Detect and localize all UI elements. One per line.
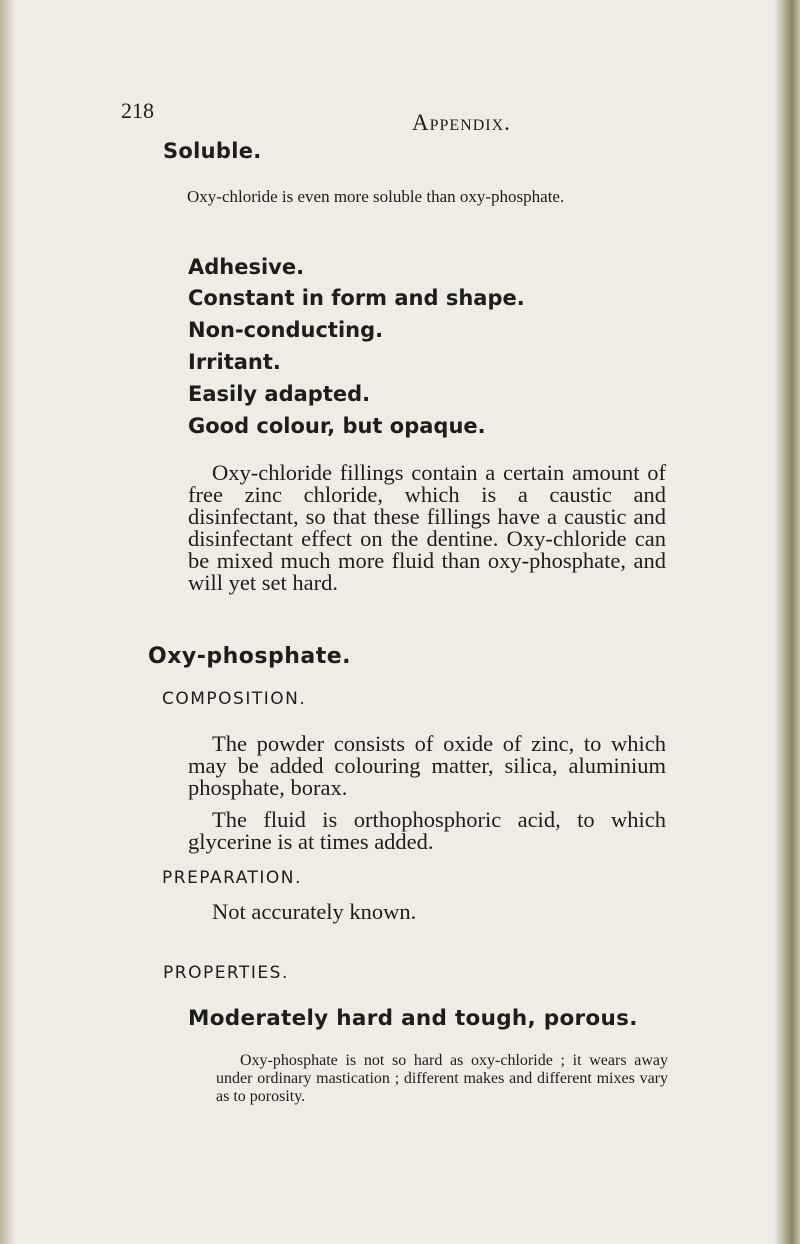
- composition-paragraph-1: The powder consists of oxide of zinc, to which may be added colouring matter, silica, aluminium phosphate, borax.: [188, 731, 666, 800]
- composition-heading: COMPOSITION.: [162, 689, 307, 709]
- preparation-heading: PREPARATION.: [162, 868, 302, 888]
- property-item: Constant in form and shape.: [188, 286, 525, 310]
- property-item: Non-conducting.: [188, 318, 384, 342]
- property-item: Good colour, but opaque.: [188, 414, 486, 438]
- property-item: Irritant.: [188, 350, 281, 374]
- composition-paragraph-2: The fluid is orthophosphoric acid, to which glycerine is at times added.: [188, 807, 666, 854]
- running-head: Appendix.: [412, 110, 511, 135]
- oxy-phosphate-title: Oxy-phosphate.: [148, 644, 352, 669]
- soluble-heading: Soluble.: [163, 139, 262, 163]
- soluble-note: Oxy-chloride is even more soluble than oxy-phosphate.: [187, 187, 565, 206]
- properties-text: Moderately hard and tough, porous.: [188, 1006, 638, 1031]
- oxy-chloride-paragraph: Oxy-chloride fillings contain a certain amount of free zinc chloride, which is a caustic and disinfectant, so that these fillings have a caustic and disinfectant effect on the dentine. Oxy-chloride can be mixed much more fluid than oxy-phosphate, and will yet set hard.: [188, 460, 666, 595]
- page-number: 218: [121, 98, 154, 123]
- properties-heading: PROPERTIES.: [163, 963, 289, 983]
- property-item: Adhesive.: [188, 255, 305, 279]
- page-right-edge: [774, 0, 800, 1244]
- properties-note: Oxy-phosphate is not so hard as oxy-chloride ; it wears away under ordinary mastication ; different makes and different mixes vary as to porosity.: [216, 1052, 668, 1105]
- property-item: Easily adapted.: [188, 382, 371, 406]
- page-left-edge: [0, 0, 16, 1244]
- preparation-text: Not accurately known.: [212, 899, 417, 924]
